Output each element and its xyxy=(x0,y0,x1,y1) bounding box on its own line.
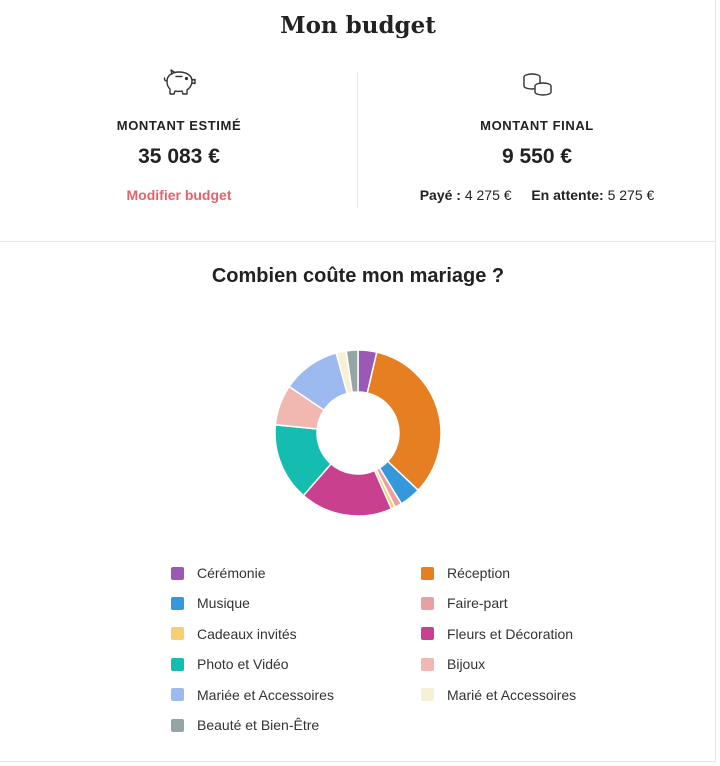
legend-swatch xyxy=(171,567,184,580)
edit-budget-link[interactable]: Modifier budget xyxy=(126,187,232,203)
pending-value: 5 275 € xyxy=(607,187,655,203)
legend-label: Mariée et Accessoires xyxy=(197,686,334,703)
pending-label: En attente: xyxy=(531,187,604,203)
legend-swatch xyxy=(421,597,434,610)
legend-swatch xyxy=(421,627,434,640)
legend-swatch xyxy=(421,658,434,671)
coins-stack-icon xyxy=(517,64,557,104)
legend-item[interactable] xyxy=(421,593,508,613)
legend-label: Beauté et Bien-Être xyxy=(197,717,320,733)
estimated-amount-label: MONTANT ESTIMÉ xyxy=(116,118,242,133)
legend-item[interactable] xyxy=(171,624,297,644)
horizontal-divider xyxy=(0,241,716,242)
legend-label: Faire-part xyxy=(447,595,508,612)
legend-label: Cérémonie xyxy=(197,565,266,581)
final-amount-label: MONTANT FINAL xyxy=(480,118,594,133)
estimated-amount-value: 35 083 € xyxy=(138,145,220,168)
legend-item[interactable] xyxy=(171,563,265,583)
legend-item[interactable] xyxy=(421,685,576,705)
legend-swatch xyxy=(171,627,184,640)
legend-label: Photo et Vidéo xyxy=(197,656,289,673)
piggy-bank-icon xyxy=(159,64,199,104)
legend-label: Bijoux xyxy=(447,656,486,673)
legend-swatch xyxy=(171,597,184,610)
legend-item[interactable] xyxy=(171,654,289,674)
budget-donut-chart xyxy=(258,333,458,533)
legend-label: Fleurs et Décoration xyxy=(447,625,574,642)
paid-value: 4 275 € xyxy=(464,187,512,203)
paid-label: Payé : xyxy=(419,187,461,203)
legend-swatch xyxy=(171,719,184,732)
legend-item[interactable] xyxy=(421,563,510,583)
legend-swatch xyxy=(421,567,434,580)
legend-swatch xyxy=(171,688,184,701)
legend-item[interactable] xyxy=(171,593,250,613)
legend-item[interactable] xyxy=(421,654,485,674)
legend-label: Marié et Accessoires xyxy=(447,686,577,703)
legend-item[interactable] xyxy=(421,624,573,644)
legend-item[interactable] xyxy=(171,685,334,705)
page-title: Mon budget xyxy=(280,12,436,39)
legend-item[interactable] xyxy=(171,715,319,735)
final-budget-section xyxy=(358,64,716,203)
legend-label: Musique xyxy=(197,595,250,612)
chart-title: Combien coûte mon mariage ? xyxy=(211,265,505,287)
legend-label: Cadeaux invités xyxy=(197,625,297,642)
payment-status-row xyxy=(358,187,716,203)
legend-label: Réception xyxy=(447,565,511,581)
legend-swatch xyxy=(171,658,184,671)
final-amount-value: 9 550 € xyxy=(501,145,573,168)
legend-swatch xyxy=(421,688,434,701)
estimated-budget-section xyxy=(0,64,358,205)
